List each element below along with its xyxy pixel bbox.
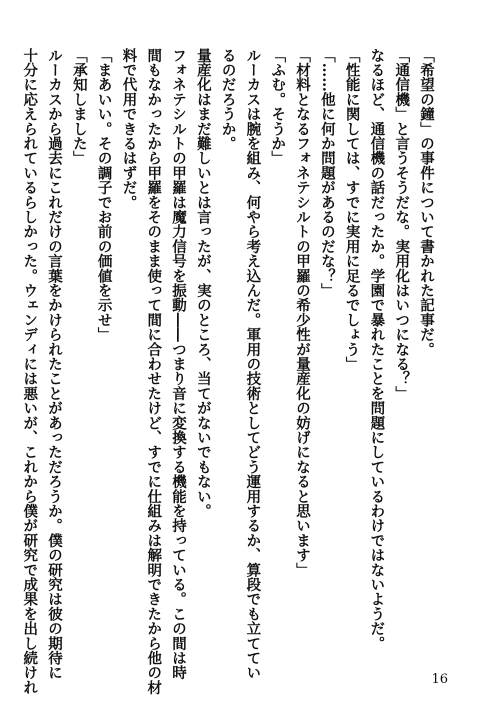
text-line: 「希望の鐘」の事件について書かれた記事だ。 — [418, 48, 435, 357]
text-line: ルーカスから過去にこれだけの言葉をかけられたことがあっただろうか。僕の研究は彼の期待に — [46, 48, 64, 681]
text-line: 「ふむ。そうか」 — [269, 48, 287, 166]
text-line: 「通信機」と言うそうだな。実用化はいつになる？」 — [393, 48, 411, 401]
text-line: フォネテシルトの甲羅は魔力信号を振動――つまり音に変換する機能を持っている。この間は時 — [170, 48, 188, 681]
text-line: 量産化はまだ難しいとは言ったが、実のところ、当てがないでもない。 — [194, 48, 212, 519]
text-line: るのだろうか。 — [219, 48, 237, 151]
text-line: 間もなかったから甲羅をそのまま使って間に合わせたけど、すでに仕組みは解明できたから他の材 — [145, 48, 163, 695]
text-line: 「まあいい。その調子でお前の価値を示せ」 — [95, 48, 113, 342]
text-line: 料で代用できるはずだ。 — [120, 48, 138, 210]
text-line: 十分に応えられているらしかった。ウェンディには悪いが、これから僕が研究で成果を出し続けれ — [21, 48, 39, 695]
text-line: 「……他に何か問題があるのだな？」 — [318, 48, 336, 298]
body-text — [16, 48, 438, 695]
text-line: 「承知しました」 — [70, 48, 88, 166]
text-line: ルーカスは腕を組み、何やら考え込んだ。軍用の技術としてどう運用するか、算段でも立ててい — [244, 48, 262, 681]
text-line: 「材料となるフォネテシルトの甲羅の希少性が量産化の妨げになると思います」 — [294, 48, 312, 578]
text-line: 「性能に関しては、すでに実用に足るでしょう」 — [343, 48, 361, 372]
page-number: 16 — [431, 672, 448, 687]
text-line: なるほど、通信機の話だったか。学園で暴れたことを問題にしているわけではないようだ。 — [368, 48, 386, 651]
